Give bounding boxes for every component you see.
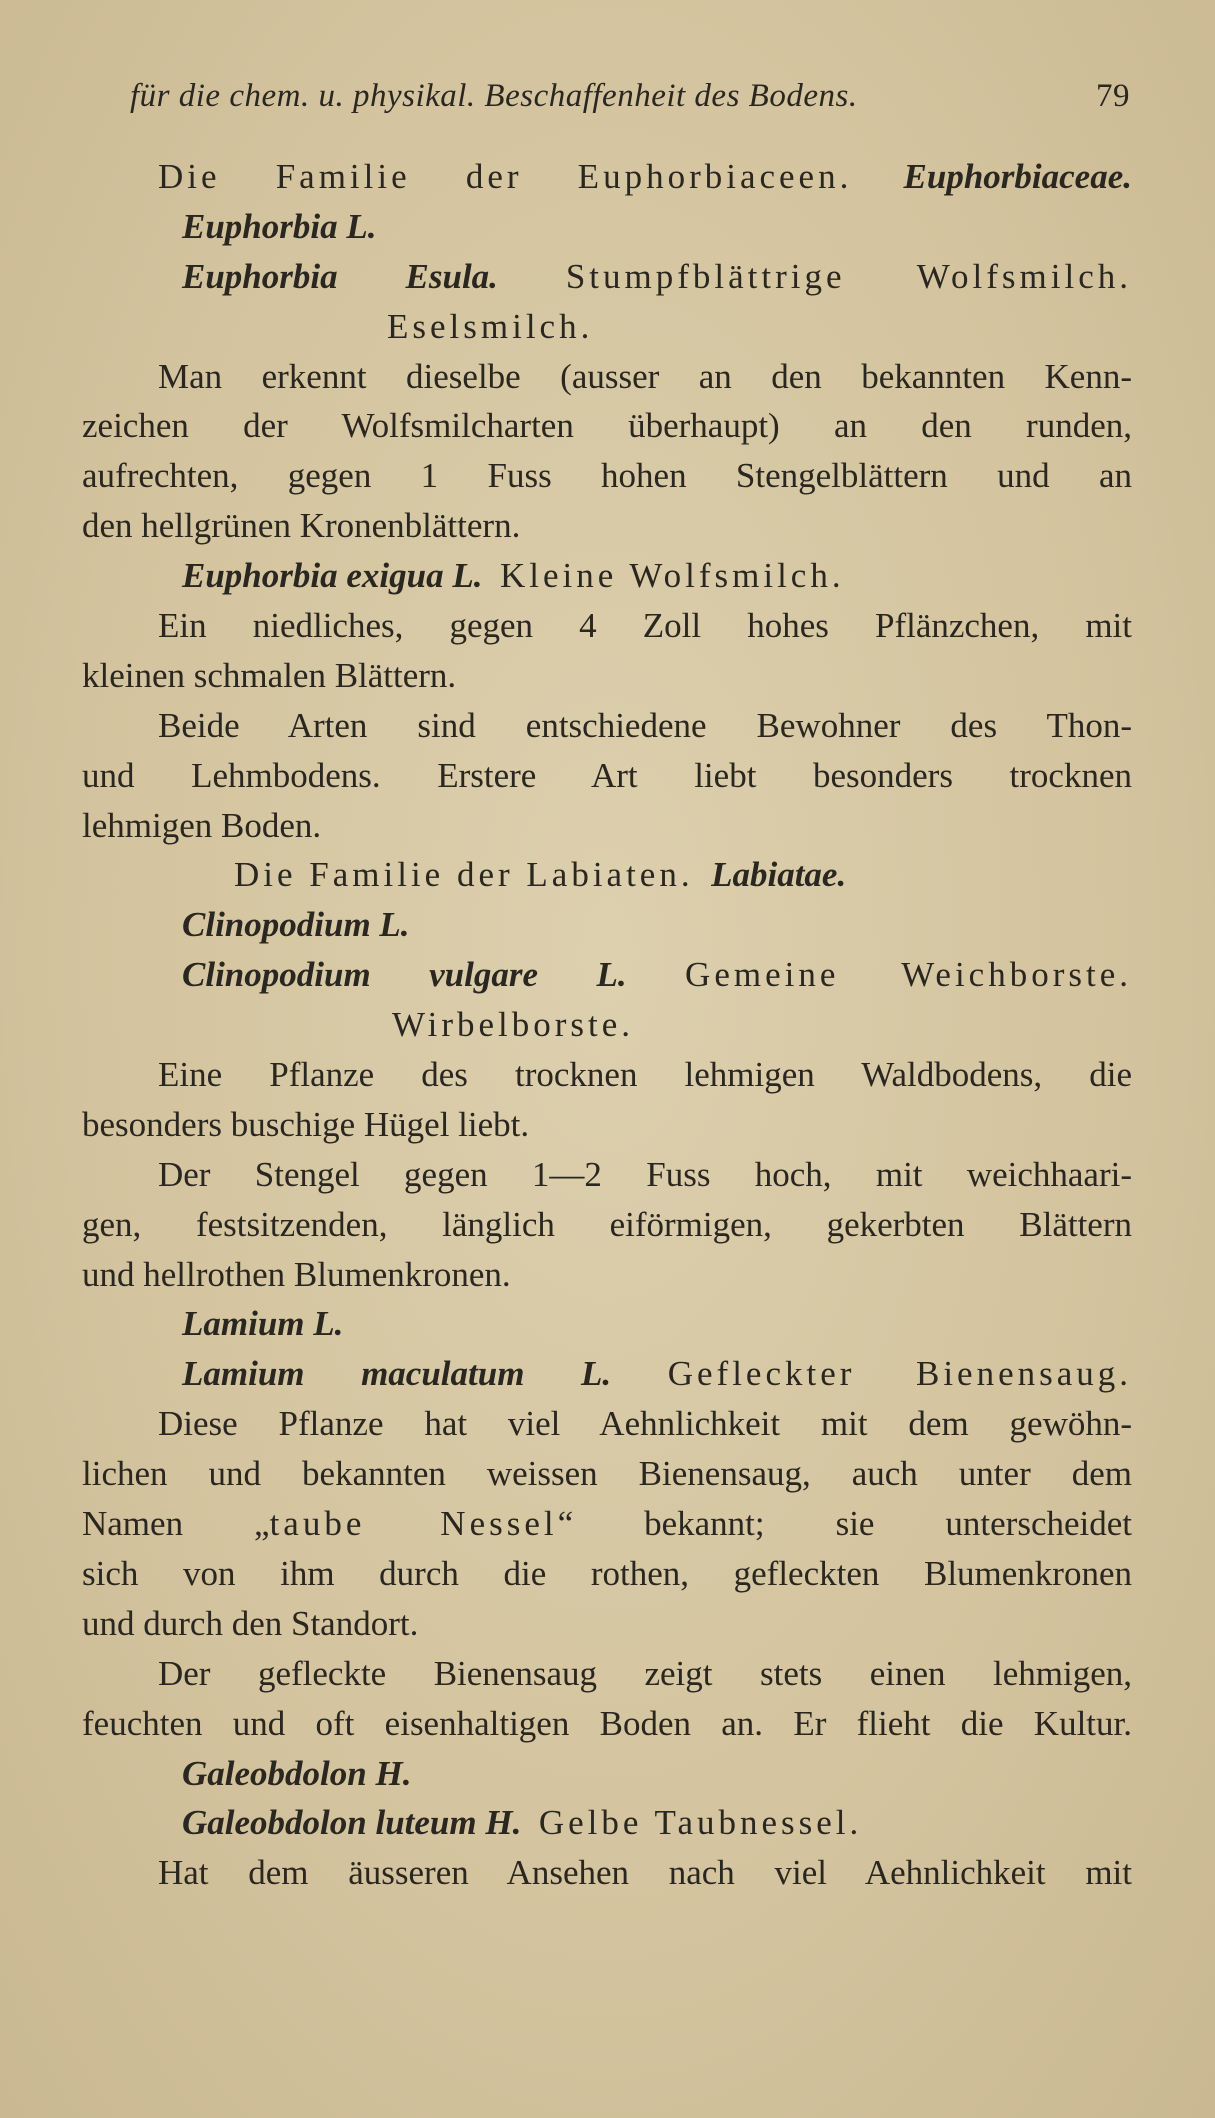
text-line: gen, festsitzenden, länglich eiförmigen, gekerbten Blättern xyxy=(82,1204,1132,1244)
text-line: Der Stengel gegen 1—2 Fuss hoch, mit weichhaari- xyxy=(158,1154,1132,1194)
text-line: Man erkennt dieselbe (ausser an den bekannten Kenn- xyxy=(158,356,1132,396)
text-line: feuchten und oft eisenhaltigen Boden an. Er flieht die Kultur. xyxy=(82,1703,1132,1743)
text-line: lichen und bekannten weissen Bienensaug, auch unter dem xyxy=(82,1454,1132,1494)
page-number: 79 xyxy=(1096,78,1130,114)
species-heading: Galeobdolon luteum H. Gelbe Taubnessel. xyxy=(182,1803,863,1843)
text-line: und Lehmbodens. Erstere Art liebt besonders trocknen xyxy=(82,755,1132,795)
family-heading: Die Familie der Euphorbiaceen. Euphorbiaceae. xyxy=(158,157,1133,196)
text-line: besonders buschige Hügel liebt. xyxy=(82,1104,530,1144)
text-line: den hellgrünen Kronenblättern. xyxy=(82,506,521,546)
text-line: aufrechten, gegen 1 Fuss hohen Stengelblättern und an xyxy=(82,456,1132,496)
text-line: Beide Arten sind entschiedene Bewohner des Thon- xyxy=(158,705,1132,745)
page-body xyxy=(82,152,1132,1898)
text-line: lehmigen Boden. xyxy=(82,805,322,845)
text-line: Namen „taube Nessel“ bekannt; sie unterscheidet xyxy=(82,1504,1132,1544)
text-line: Der gefleckte Bienensaug zeigt stets einen lehmigen, xyxy=(158,1653,1132,1693)
species-synonym: Eselsmilch. xyxy=(387,306,594,346)
species-synonym: Wirbelborste. xyxy=(392,1005,635,1045)
species-heading: Lamium maculatum L. Gefleckter Bienensaug. xyxy=(182,1354,1133,1394)
running-header xyxy=(130,78,1130,128)
species-heading: Clinopodium vulgare L. Gemeine Weichborste. xyxy=(182,955,1133,995)
text-line: Eine Pflanze des trocknen lehmigen Waldbodens, die xyxy=(158,1055,1132,1095)
species-heading: Euphorbia Esula. Stumpfblättrige Wolfsmilch. xyxy=(182,256,1132,296)
genus-heading: Galeobdolon H. xyxy=(182,1753,412,1793)
text-line: sich von ihm durch die rothen, gefleckten Blumenkronen xyxy=(82,1553,1132,1593)
text-line: Hat dem äusseren Ansehen nach viel Aehnlichkeit mit xyxy=(158,1853,1132,1893)
species-heading: Euphorbia exigua L. Kleine Wolfsmilch. xyxy=(182,556,845,596)
running-title: für die chem. u. physikal. Beschaffenheit des Bodens. xyxy=(130,78,858,114)
genus-heading: Euphorbia L. xyxy=(182,206,377,246)
text-line: zeichen der Wolfsmilcharten überhaupt) an den runden, xyxy=(82,406,1132,446)
text-line: und durch den Standort. xyxy=(82,1603,419,1643)
text-line: kleinen schmalen Blättern. xyxy=(82,655,457,695)
text-line: Ein niedliches, gegen 4 Zoll hohes Pflänzchen, mit xyxy=(158,606,1132,646)
text-line: und hellrothen Blumenkronen. xyxy=(82,1254,511,1294)
text-line: Diese Pflanze hat viel Aehnlichkeit mit dem gewöhn- xyxy=(158,1404,1132,1444)
genus-heading: Lamium L. xyxy=(182,1304,344,1344)
genus-heading: Clinopodium L. xyxy=(182,905,410,945)
family-heading: Die Familie der Labiaten. Labiatae. xyxy=(234,855,847,895)
